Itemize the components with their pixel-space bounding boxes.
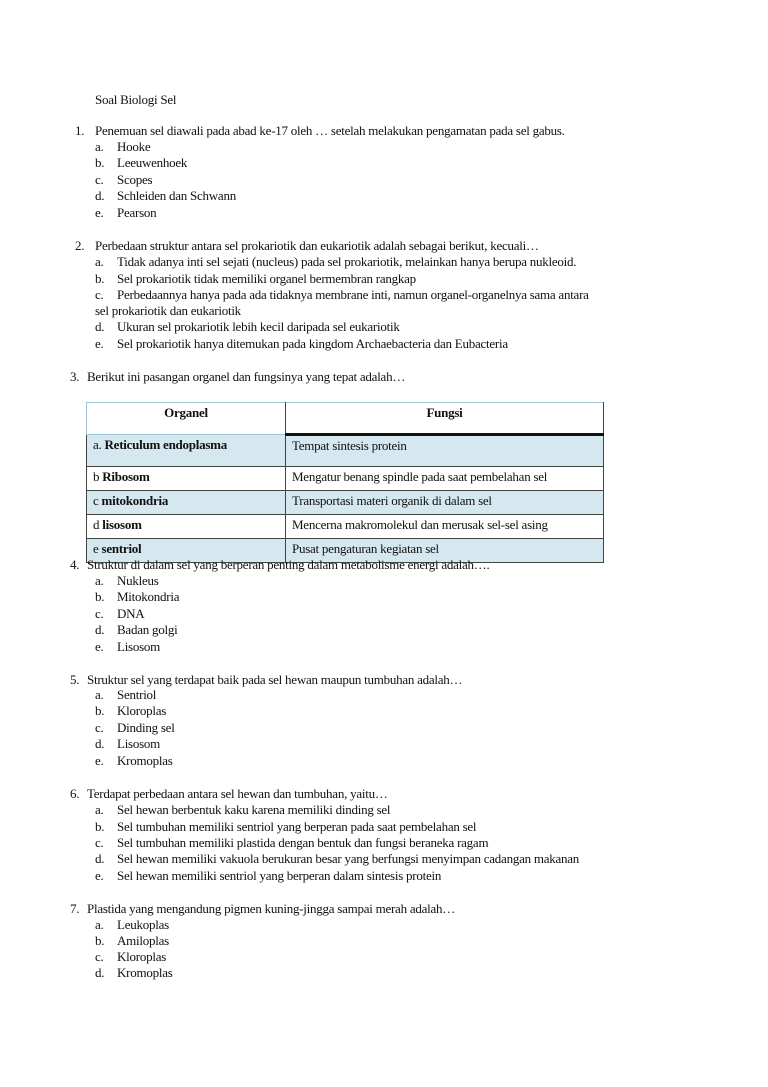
option-text: Sentriol [117,687,157,702]
option-text: Kromoplas [117,965,173,980]
option-letter: e. [95,639,104,654]
option-letter: a. [95,573,104,588]
row-letter: e [93,541,99,556]
organel-function: Mengatur benang spindle pada saat pembelahan sel [286,467,604,491]
option-text: Leukoplas [117,917,169,932]
option-letter: b. [95,703,105,718]
option-letter: d. [95,319,105,334]
organel-function: Tempat sintesis protein [286,435,604,467]
option-letter: c. [95,949,104,964]
question-number: 7. [70,901,80,916]
organel-name: Ribosom [102,469,150,484]
option-letter: b. [95,933,105,948]
table-row [87,515,604,539]
option-text: Perbedaannya hanya pada ada tidaknya membrane inti, namun organel-organelnya sama antara [117,287,589,302]
question-number: 3. [70,369,80,384]
option-letter: d. [95,965,105,980]
organel-function: Mencerna makromolekul dan merusak sel-sel asing [286,515,604,539]
option-text: Tidak adanya inti sel sejati (nucleus) pada sel prokariotik, melainkan hanya berupa nukleoid. [117,254,577,269]
option-text: Amiloplas [117,933,169,948]
table-header-fungsi: Fungsi [286,403,604,435]
option-letter: c. [95,720,104,735]
organel-name: lisosom [102,517,142,532]
question-number: 5. [70,672,80,687]
question-text: Struktur di dalam sel yang berperan penting dalam metabolisme energi adalah…. [87,557,490,572]
row-letter: c [93,493,99,508]
option-text: Sel tumbuhan memiliki sentriol yang berperan pada saat pembelahan sel [117,819,477,834]
organel-name: Reticulum endoplasma [104,437,228,452]
option-letter: e. [95,753,104,768]
table-row [87,435,604,467]
question-text: Perbedaan struktur antara sel prokariotik dan eukariotik adalah sebagai berikut, kecuali… [95,238,539,253]
table-row [87,467,604,491]
option-letter: e. [95,205,104,220]
option-letter: b. [95,819,105,834]
option-text: Lisosom [117,736,161,751]
document-title: Soal Biologi Sel [95,92,177,107]
option-text: Schleiden dan Schwann [117,188,236,203]
option-letter: a. [95,254,104,269]
option-text: Sel tumbuhan memiliki plastida dengan bentuk dan fungsi beraneka ragam [117,835,489,850]
option-text: Scopes [117,172,153,187]
option-text: DNA [117,606,145,621]
option-text: Badan golgi [117,622,178,637]
option-text: Sel prokariotik tidak memiliki organel bermembran rangkap [117,271,416,286]
question-text: Struktur sel yang terdapat baik pada sel hewan maupun tumbuhan adalah… [87,672,463,687]
option-letter: e. [95,336,104,351]
option-letter: b. [95,589,105,604]
question-number: 2. [75,238,85,253]
option-letter: d. [95,736,105,751]
option-text: Kloroplas [117,703,167,718]
option-text: Lisosom [117,639,161,654]
question-text: Terdapat perbedaan antara sel hewan dan tumbuhan, yaitu… [87,786,388,801]
option-letter: c. [95,172,104,187]
option-letter: c. [95,606,104,621]
option-letter: b. [95,155,105,170]
option-text: Pearson [117,205,157,220]
option-letter: a. [95,139,104,154]
option-letter: d. [95,188,105,203]
option-text: Hooke [117,139,151,154]
question-text: Penemuan sel diawali pada abad ke-17 oleh … setelah melakukan pengamatan pada sel gabus. [95,123,565,138]
option-text: Sel hewan memiliki sentriol yang berperan dalam sintesis protein [117,868,442,883]
option-letter: e. [95,868,104,883]
table-header-organel: Organel [87,403,286,435]
organel-table [86,402,604,563]
option-text: Kloroplas [117,949,167,964]
option-text: Kromoplas [117,753,173,768]
row-letter: b [93,469,100,484]
option-letter: a. [95,802,104,817]
organel-name: mitokondria [101,493,169,508]
option-text: Sel hewan berbentuk kaku karena memiliki dinding sel [117,802,391,817]
question-text: Plastida yang mengandung pigmen kuning-jingga sampai merah adalah… [87,901,455,916]
organel-name: sentriol [101,541,142,556]
organel-function: Transportasi materi organik di dalam sel [286,491,604,515]
option-text: Dinding sel [117,720,175,735]
option-text: Mitokondria [117,589,180,604]
question-text: Berikut ini pasangan organel dan fungsinya yang tepat adalah… [87,369,406,384]
option-text: Sel prokariotik hanya ditemukan pada kingdom Archaebacteria dan Eubacteria [117,336,508,351]
option-letter: a. [95,917,104,932]
option-letter: c. [95,287,104,302]
option-text-continued: sel prokariotik dan eukariotik [95,303,241,318]
option-text: Leeuwenhoek [117,155,188,170]
option-text: Ukuran sel prokariotik lebih kecil daripada sel eukariotik [117,319,400,334]
organel-function: Pusat pengaturan kegiatan sel [286,539,604,563]
row-letter: d [93,517,100,532]
question-number: 6. [70,786,80,801]
option-letter: c. [95,835,104,850]
table-row [87,491,604,515]
option-letter: a. [95,687,104,702]
option-letter: b. [95,271,105,286]
option-letter: d. [95,851,105,866]
row-letter: a. [93,437,102,452]
question-number: 4. [70,557,80,572]
option-text: Nukleus [117,573,159,588]
question-number: 1. [75,123,85,138]
option-letter: d. [95,622,105,637]
option-text: Sel hewan memiliki vakuola berukuran besar yang berfungsi menyimpan cadangan makanan [117,851,580,866]
